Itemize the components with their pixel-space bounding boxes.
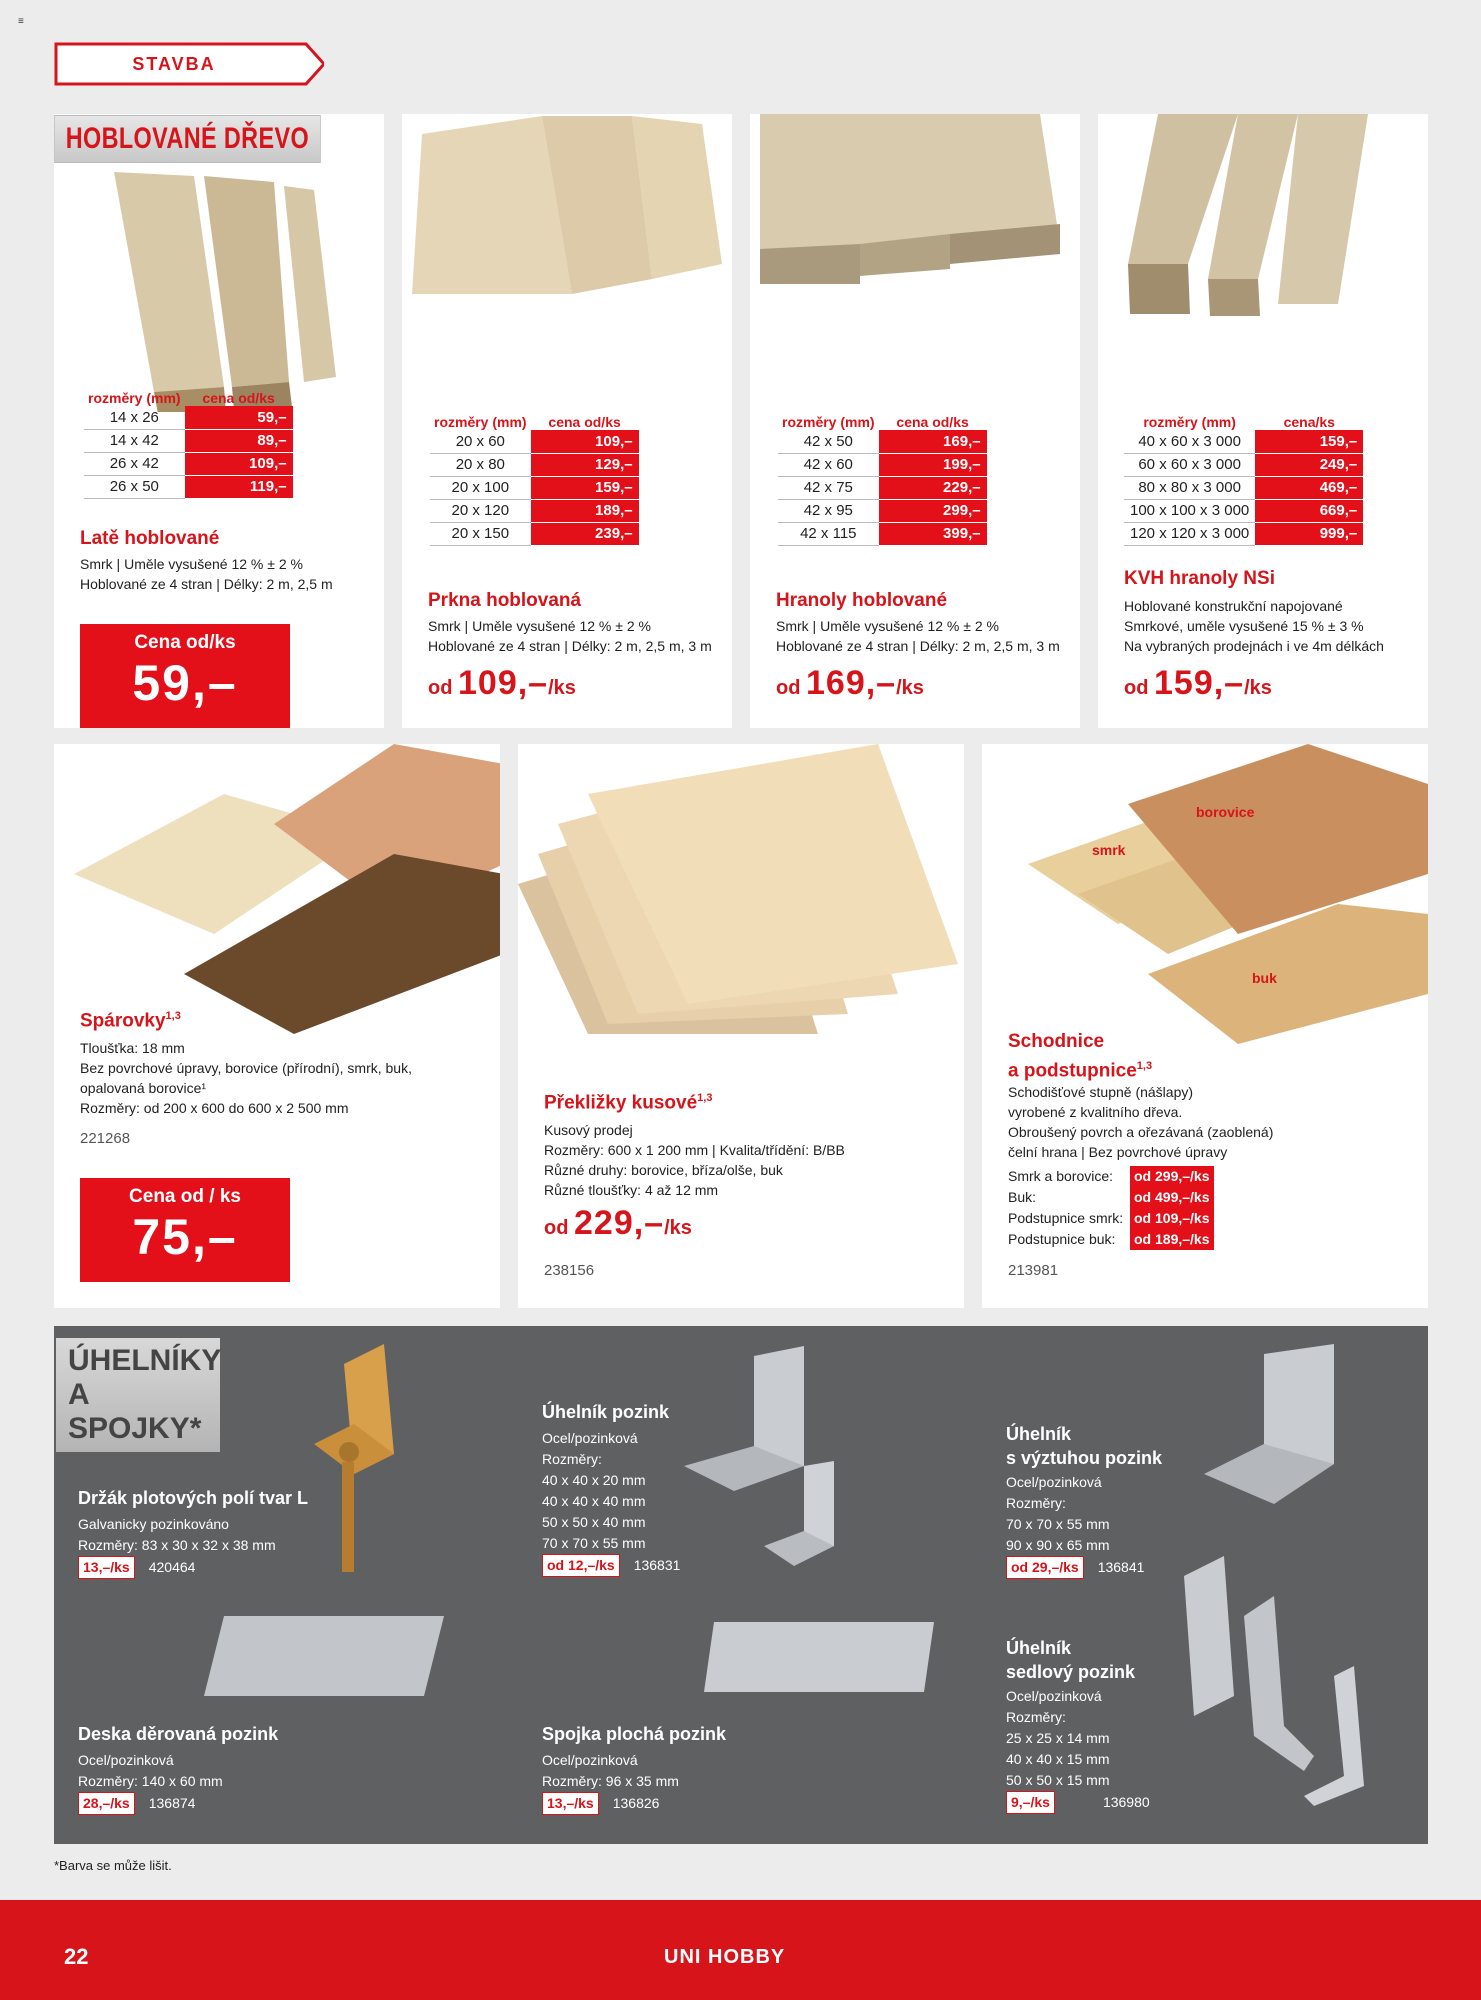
product-code: 420464 <box>148 1559 196 1575</box>
product-code: 136841 <box>1097 1559 1145 1575</box>
col-header: cena od/ks <box>896 414 969 430</box>
hardware-desc: Ocel/pozinková Rozměry: 140 x 60 mm 28,–/ks 136874 <box>78 1750 223 1815</box>
product-code: 238156 <box>544 1262 595 1279</box>
product-code: 136874 <box>148 1795 196 1811</box>
col-header: rozměry (mm) <box>88 390 181 406</box>
table-row: 26 x 42 109,– <box>84 452 293 475</box>
col-header: rozměry (mm) <box>1143 414 1236 430</box>
table-row: 100 x 100 x 3 000 669,– <box>1124 499 1363 522</box>
table-row: 42 x 95 299,– <box>778 499 987 522</box>
product-desc: Smrk | Uměle vysušené 12 % ± 2 % Hoblované ze 4 stran | Délky: 2 m, 2,5 m, 3 m <box>428 618 712 654</box>
footnote: *Barva se může lišit. <box>54 1858 172 1873</box>
price-label: Cena od/ks <box>134 632 236 653</box>
price-tag: 13,–/ks <box>542 1792 599 1815</box>
product-code: 136980 <box>1102 1794 1150 1810</box>
table-row: 20 x 150 239,– <box>430 522 639 545</box>
reinforced-angle-image <box>1204 1344 1374 1544</box>
hardware-desc: Galvanicky pozinkováno Rozměry: 83 x 30 x 32 x 38 mm 13,–/ks 420464 <box>78 1514 276 1579</box>
price-tag: od 12,–/ks <box>542 1554 620 1577</box>
col-header: cena/ks <box>1283 414 1335 430</box>
wood-battens-image <box>74 162 374 412</box>
page-title: HOBLOVANÉ DŘEVO <box>54 115 321 163</box>
table-row: 120 x 120 x 3 000 999,– <box>1124 522 1363 545</box>
col-header: cena od/ks <box>548 414 621 430</box>
table-row: 20 x 60 109,– <box>430 430 639 453</box>
col-header: rozměry (mm) <box>782 414 875 430</box>
price-box-sparovky <box>80 1178 290 1282</box>
hardware-name: Deska děrovaná pozink <box>78 1724 279 1744</box>
product-desc: Schodišťové stupně (nášlapy) vyrobené z kvalitního dřeva. Obroušený povrch a ořezávaná (zaoblená) čelní hrana | Bez povrchové úpravy <box>1008 1084 1274 1160</box>
product-name: Překližky kusové$^{1,3}$ <box>544 1092 713 1114</box>
product-desc: Smrk | Uměle vysušené 12 % ± 2 % Hoblované ze 4 stran | Délky: 2 m, 2,5 m, 3 m <box>776 618 1060 654</box>
wood-beams-image <box>750 114 1080 314</box>
price-table-hranoly <box>778 414 987 546</box>
fence-bracket-image <box>304 1344 444 1584</box>
angle-bracket-image <box>674 1346 874 1596</box>
product-desc: Hoblované konstrukční napojované Smrkové, uměle vysušené 15 % ± 3 % Na vybraných prodejnách i ve 4m délkách <box>1124 598 1384 654</box>
flat-connector-image <box>694 1622 934 1712</box>
price-from: od 169,–/ks <box>776 664 924 702</box>
product-code: 136831 <box>633 1557 681 1573</box>
price-value: 59,– <box>132 655 238 711</box>
product-name: Schodnice a podstupnice$^{1,3}$ <box>1008 1031 1153 1082</box>
section-label <box>54 42 324 86</box>
price-value: 75,– <box>132 1209 238 1265</box>
product-name: Hranoly hoblované <box>776 590 948 611</box>
footer-bar <box>0 1900 1481 2000</box>
price-from: od 229,–/ks <box>544 1204 692 1242</box>
price-from: od 159,–/ks <box>1124 664 1272 702</box>
hardware-desc: Ocel/pozinková Rozměry: 40 x 40 x 20 mm 40 x 40 x 40 mm 50 x 50 x 40 mm 70 x 70 x 55 mm od 12,–/ks 136831 <box>542 1428 680 1577</box>
hardware-name: Úhelník pozink <box>542 1402 670 1422</box>
table-row: 14 x 42 89,– <box>84 429 293 452</box>
perforated-plate-image <box>204 1616 444 1716</box>
table-row: 42 x 75 229,– <box>778 476 987 499</box>
hardware-title: ÚHELNÍKY A SPOJKY* <box>56 1338 220 1452</box>
table-row: 26 x 50 119,– <box>84 475 293 498</box>
table-row: 42 x 50 169,– <box>778 430 987 453</box>
hardware-name: Úhelník s výztuhou pozink <box>1006 1424 1163 1468</box>
table-row: 40 x 60 x 3 000 159,– <box>1124 430 1363 453</box>
hardware-desc: Ocel/pozinková Rozměry: 96 x 35 mm 13,–/ks 136826 <box>542 1750 679 1815</box>
table-row: 80 x 80 x 3 000 469,– <box>1124 476 1363 499</box>
price-label: Cena od / ks <box>129 1186 241 1207</box>
hardware-name: Úhelník sedlový pozink <box>1006 1638 1136 1682</box>
table-row: 14 x 26 59,– <box>84 406 293 429</box>
product-name: Prkna hoblovaná <box>428 590 582 611</box>
hardware-name: Držák plotových polí tvar L <box>78 1488 309 1508</box>
price-tag: 9,–/ks <box>1006 1791 1055 1814</box>
table-row: 20 x 120 189,– <box>430 499 639 522</box>
product-code: 213981 <box>1008 1262 1059 1279</box>
product-panel-schodnice <box>982 744 1428 1308</box>
price-tag: 13,–/ks <box>78 1556 135 1579</box>
brand-logo[interactable]: UNI HOBBY <box>664 1946 786 1968</box>
table-row: 20 x 100 159,– <box>430 476 639 499</box>
hardware-section <box>54 1326 1428 1844</box>
product-desc: Smrk | Uměle vysušené 12 % ± 2 % Hoblované ze 4 stran | Délky: 2 m, 2,5 m <box>80 556 333 592</box>
glued-panels-image <box>64 744 500 1044</box>
product-desc: Tloušťka: 18 mm Bez povrchové úpravy, borovice (přírodní), smrk, buk, opalovaná borovice¹ Rozměry: od 200 x 600 do 600 x 2 500 mm <box>80 1040 412 1116</box>
col-header: rozměry (mm) <box>434 414 527 430</box>
wood-label-buk: buk <box>1252 970 1277 986</box>
table-row: 60 x 60 x 3 000 249,– <box>1124 453 1363 476</box>
product-panel-sparovky <box>54 744 500 1308</box>
table-row: 42 x 60 199,– <box>778 453 987 476</box>
table-row: 42 x 115 399,– <box>778 522 987 545</box>
product-desc: Kusový prodej Rozměry: 600 x 1 200 mm | Kvalita/třídění: B/BB Různé druhy: borovice, bříza/olše, buk Různé tloušťky: 4 až 12 mm <box>544 1122 845 1198</box>
page-number: 22 <box>64 1944 89 1969</box>
table-row: 20 x 80 129,– <box>430 453 639 476</box>
product-panel-preklizky <box>518 744 964 1308</box>
hardware-desc: Ocel/pozinková Rozměry: 25 x 25 x 14 mm 40 x 40 x 15 mm 50 x 50 x 15 mm 9,–/ks 136980 <box>1006 1686 1150 1814</box>
price-box-late <box>80 624 290 728</box>
price-table-prkna <box>430 414 639 546</box>
price-table-late <box>84 390 293 499</box>
price-table-kvh <box>1124 414 1363 546</box>
price-list: Smrk a borovice: od 299,–/ks Buk: od 499,–/ks Podstupnice smrk: od 109,–/ks Podstupnice buk: od 189,–/ks <box>1008 1166 1214 1250</box>
product-name: KVH hranoly NSi <box>1124 568 1275 589</box>
section-label-text: STAVBA <box>132 54 216 74</box>
plywood-sheets-image <box>518 744 964 1044</box>
price-from: od 109,–/ks <box>428 664 576 702</box>
product-name: Spárovky$^{1,3}$ <box>80 1010 181 1032</box>
wood-label-smrk: smrk <box>1092 842 1126 858</box>
kvh-beams-image <box>1098 114 1428 334</box>
product-code: 221268 <box>80 1130 131 1147</box>
product-name: Latě hoblované <box>80 528 220 549</box>
wood-boards-image <box>402 114 732 314</box>
price-tag: od 29,–/ks <box>1006 1556 1084 1579</box>
col-header: cena od/ks <box>202 390 275 406</box>
wood-label-borovice: borovice <box>1196 804 1255 820</box>
hardware-desc: Ocel/pozinková Rozměry: 70 x 70 x 55 mm 90 x 90 x 65 mm od 29,–/ks 136841 <box>1006 1472 1144 1579</box>
product-code: 136826 <box>612 1795 660 1811</box>
hardware-name: Spojka plochá pozink <box>542 1724 727 1744</box>
saddle-angle-image <box>1164 1556 1384 1826</box>
menu-icon[interactable]: ≡ <box>18 16 24 27</box>
price-tag: 28,–/ks <box>78 1792 135 1815</box>
stair-treads-image <box>1008 744 1428 1064</box>
